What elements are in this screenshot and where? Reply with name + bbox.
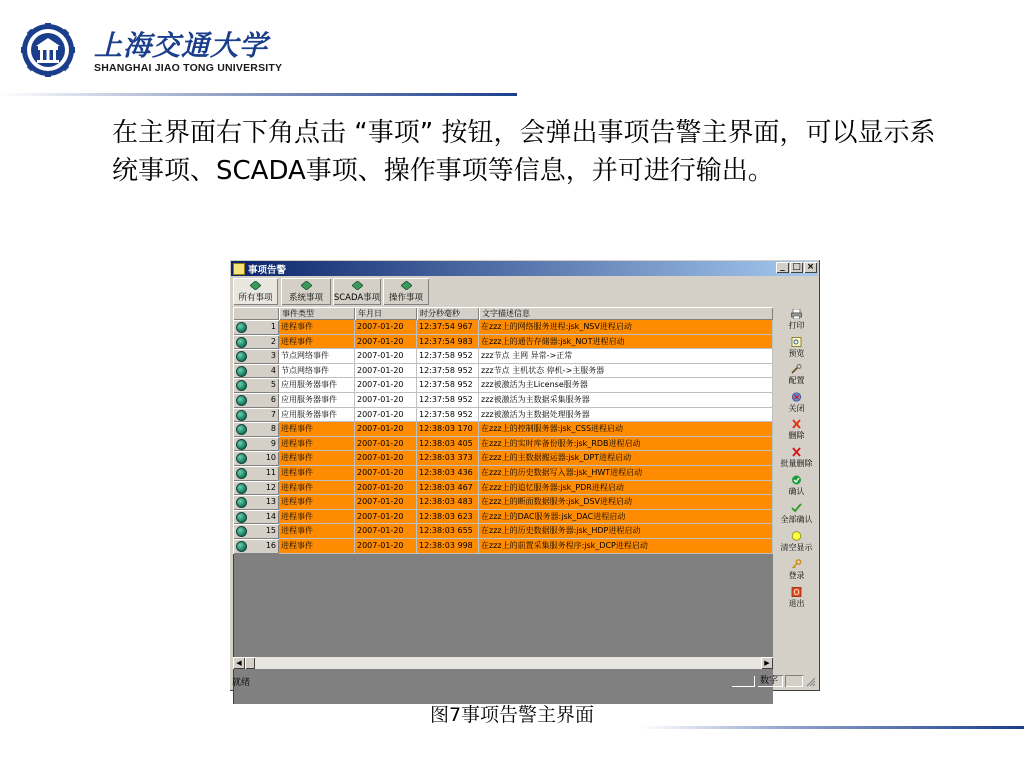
description-cell: zzz被激活为主数据处理服务器 [479, 408, 773, 423]
window-titlebar[interactable] [231, 261, 818, 276]
date-cell: 2007-01-20 [355, 539, 417, 554]
tab-all-events[interactable] [233, 278, 278, 305]
description-cell: zzz被激活为主数据采集服务器 [479, 393, 773, 408]
event-type-cell: 应用服务器事件 [279, 408, 355, 423]
column-header-time[interactable]: 时分秒毫秒 [417, 307, 479, 320]
row-number: 15 [265, 526, 276, 536]
confirm-all-icon [791, 503, 802, 513]
tab-scada-events[interactable] [333, 278, 381, 305]
date-cell: 2007-01-20 [355, 481, 417, 496]
description-cell: zzz节点 主机状态 停机->主服务器 [479, 364, 773, 379]
delete-button[interactable] [775, 419, 818, 441]
date-cell: 2007-01-20 [355, 364, 417, 379]
exit-icon [791, 587, 802, 597]
date-cell: 2007-01-20 [355, 495, 417, 510]
table-row[interactable] [233, 539, 773, 554]
row-number: 9 [270, 438, 276, 448]
table-row[interactable] [233, 335, 773, 350]
time-cell: 12:38:03 998 [417, 539, 479, 554]
row-indicator [233, 349, 279, 364]
column-header-description[interactable]: 文字描述信息 [479, 307, 773, 320]
config-label: 配置 [788, 376, 805, 385]
row-number: 12 [265, 482, 276, 492]
tab-label: 所有事项 [238, 293, 273, 303]
table-row[interactable] [233, 422, 773, 437]
status-dot-icon [236, 424, 247, 435]
status-num-mode: 数字 [757, 675, 783, 687]
clear-display-icon [791, 531, 802, 541]
status-dot-icon [236, 380, 247, 391]
event-table[interactable] [233, 307, 773, 704]
date-cell: 2007-01-20 [355, 349, 417, 364]
description-cell: 在zzz上的追忆服务器:jsk_PDR进程启动 [479, 481, 773, 496]
close-label: 关闭 [788, 404, 805, 413]
time-cell: 12:37:54 983 [417, 335, 479, 350]
table-row[interactable] [233, 408, 773, 423]
config-icon [791, 364, 802, 374]
figure-caption: 图7事项告警主界面 [429, 704, 595, 726]
status-bar [231, 673, 818, 689]
tab-operation-events[interactable] [383, 278, 429, 305]
description-cell: zzz被激活为主License服务器 [479, 378, 773, 393]
status-text: 就绪 [232, 678, 251, 688]
date-cell: 2007-01-20 [355, 378, 417, 393]
table-row[interactable] [233, 320, 773, 335]
footer-divider [640, 726, 1024, 729]
exit-button[interactable] [775, 587, 818, 609]
status-dot-icon [236, 497, 247, 508]
row-number: 13 [265, 497, 276, 507]
preview-label: 预览 [788, 349, 805, 358]
status-dot-icon [236, 468, 247, 479]
row-indicator [233, 510, 279, 525]
date-cell: 2007-01-20 [355, 422, 417, 437]
status-dot-icon [236, 337, 247, 348]
time-cell: 12:37:58 952 [417, 393, 479, 408]
confirm-label: 确认 [788, 487, 805, 496]
row-indicator [233, 539, 279, 554]
status-dot-icon [236, 526, 247, 537]
date-cell: 2007-01-20 [355, 510, 417, 525]
date-cell: 2007-01-20 [355, 320, 417, 335]
time-cell: 12:37:58 952 [417, 408, 479, 423]
login-icon [791, 559, 802, 569]
status-dot-icon [236, 453, 247, 464]
print-button[interactable] [775, 309, 818, 331]
university-logo [20, 22, 283, 80]
date-cell: 2007-01-20 [355, 408, 417, 423]
row-indicator [233, 422, 279, 437]
window-title: 事项告警 [248, 265, 287, 276]
event-type-cell: 节点网络事件 [279, 364, 355, 379]
event-tabs [231, 278, 818, 306]
status-dot-icon [236, 439, 247, 450]
status-dot-icon [236, 483, 247, 494]
row-indicator [233, 335, 279, 350]
delete-icon [791, 419, 802, 429]
description-cell: 在zzz上的前置采集服务程序:jsk_DCP进程启动 [479, 539, 773, 554]
row-number: 16 [265, 541, 276, 550]
confirm-all-label: 全部确认 [780, 515, 813, 524]
diamond-icon [352, 281, 363, 290]
row-indicator [233, 481, 279, 496]
time-cell: 12:37:58 952 [417, 378, 479, 393]
diamond-icon [250, 281, 261, 290]
time-cell: 12:37:58 952 [417, 364, 479, 379]
status-dot-icon [236, 322, 247, 333]
event-type-cell: 进程事件 [279, 539, 355, 554]
date-cell: 2007-01-20 [355, 437, 417, 452]
table-row[interactable] [233, 349, 773, 364]
row-number: 11 [265, 468, 276, 477]
event-type-cell: 进程事件 [279, 481, 355, 496]
column-header-indicator[interactable] [233, 307, 279, 320]
window-app-icon [233, 263, 245, 275]
row-indicator [233, 437, 279, 452]
column-header-type[interactable]: 事件类型 [279, 307, 355, 320]
scroll-left-arrow-icon[interactable]: ◀ [233, 657, 245, 669]
time-cell: 12:38:03 373 [417, 451, 479, 466]
maximize-button[interactable]: □ [790, 262, 803, 273]
row-indicator [233, 524, 279, 539]
row-number: 8 [270, 424, 276, 434]
tab-label: 系统事项 [288, 293, 323, 303]
date-cell: 2007-01-20 [355, 466, 417, 481]
login-label: 登录 [788, 571, 805, 580]
confirm-all-button[interactable] [775, 503, 818, 525]
row-indicator [233, 393, 279, 408]
description-cell: 在zzz上的实时库备份服务:jsk_RDB进程启动 [479, 437, 773, 452]
event-type-cell: 进程事件 [279, 524, 355, 539]
row-indicator [233, 451, 279, 466]
description-cell: zzz节点 主网 异常->正常 [479, 349, 773, 364]
row-number: 1 [270, 322, 276, 331]
row-indicator [233, 495, 279, 510]
resize-grip-icon[interactable] [806, 677, 816, 687]
table-row[interactable] [233, 481, 773, 496]
row-number: 2 [270, 336, 276, 346]
row-number: 6 [270, 395, 276, 404]
description-cell: 在zzz上的历史数据服务器:jsk_HDP进程启动 [479, 524, 773, 539]
close-icon [791, 392, 802, 402]
exit-label: 退出 [788, 599, 805, 608]
header-divider [0, 93, 517, 96]
date-cell: 2007-01-20 [355, 524, 417, 539]
printer-icon [791, 309, 802, 319]
row-number: 4 [270, 365, 276, 375]
description-cell: 在zzz上的断面数据服务:jsk_DSV进程启动 [479, 495, 773, 510]
status-dot-icon [236, 541, 247, 552]
row-number: 10 [265, 453, 276, 463]
event-type-cell: 应用服务器事件 [279, 378, 355, 393]
table-row[interactable] [233, 451, 773, 466]
table-row[interactable] [233, 364, 773, 379]
event-type-cell: 进程事件 [279, 466, 355, 481]
row-number: 3 [270, 351, 276, 361]
date-cell: 2007-01-20 [355, 451, 417, 466]
table-row[interactable] [233, 495, 773, 510]
logo-english-name: SHANGHAI JIAO TONG UNIVERSITY [94, 62, 283, 74]
preview-icon [791, 337, 802, 347]
time-cell: 12:38:03 170 [417, 422, 479, 437]
description-cell: 在zzz上的控制服务器:jsk_CSS进程启动 [479, 422, 773, 437]
row-indicator [233, 466, 279, 481]
status-dot-icon [236, 512, 247, 523]
table-row[interactable] [233, 524, 773, 539]
print-label: 打印 [788, 321, 805, 330]
minimize-button[interactable]: _ [776, 262, 789, 273]
time-cell: 12:38:03 655 [417, 524, 479, 539]
table-row[interactable] [233, 437, 773, 452]
confirm-button[interactable] [775, 475, 818, 497]
confirm-icon [791, 475, 802, 485]
row-number: 7 [270, 409, 276, 419]
clear-display-label: 清空显示 [780, 543, 813, 552]
horizontal-scrollbar[interactable] [233, 657, 773, 669]
description-cell: 在zzz上的主数据搬运器:jsk_DPT进程启动 [479, 451, 773, 466]
table-row[interactable] [233, 466, 773, 481]
description-cell: 在zzz上的通告存储器:jsk_NOT进程启动 [479, 335, 773, 350]
date-cell: 2007-01-20 [355, 335, 417, 350]
close-window-button[interactable]: × [804, 262, 817, 273]
close-button[interactable] [775, 392, 818, 414]
status-dot-icon [236, 395, 247, 406]
table-header [233, 307, 773, 320]
row-number: 5 [270, 380, 276, 390]
status-dot-icon [236, 410, 247, 421]
table-row[interactable] [233, 510, 773, 525]
tab-label: 操作事项 [388, 293, 423, 303]
event-type-cell: 进程事件 [279, 422, 355, 437]
event-type-cell: 进程事件 [279, 495, 355, 510]
scroll-thumb[interactable] [245, 657, 255, 669]
time-cell: 12:38:03 436 [417, 466, 479, 481]
description-cell: 在zzz上的历史数据写入器:jsk_HWT进程启动 [479, 466, 773, 481]
university-seal-icon [20, 22, 76, 78]
diamond-icon [401, 281, 412, 290]
batch-delete-button[interactable] [775, 447, 818, 469]
clear-display-button[interactable] [775, 531, 818, 553]
date-cell: 2007-01-20 [355, 393, 417, 408]
batch-delete-label: 批量删除 [780, 459, 813, 468]
time-cell: 12:38:03 483 [417, 495, 479, 510]
column-header-date[interactable]: 年月日 [355, 307, 417, 320]
row-indicator [233, 364, 279, 379]
action-panel [775, 307, 818, 669]
status-dot-icon [236, 366, 247, 377]
status-panel-extra [785, 675, 803, 687]
instruction-paragraph: 在主界面右下角点击 “事项” 按钮，会弹出事项告警主界面，可以显示系统事项、SCADA事项、操作事项等信息，并可进行输出。 [112, 118, 936, 186]
diamond-icon [301, 281, 312, 290]
delete-label: 删除 [788, 431, 805, 440]
login-button[interactable] [775, 559, 818, 581]
tab-system-events[interactable] [281, 278, 331, 305]
event-type-cell: 进程事件 [279, 510, 355, 525]
logo-chinese-name: 上海交通大学 [94, 29, 269, 62]
preview-button[interactable] [775, 337, 818, 359]
time-cell: 12:37:54 967 [417, 320, 479, 335]
row-indicator [233, 408, 279, 423]
time-cell: 12:38:03 623 [417, 510, 479, 525]
row-number: 14 [265, 511, 276, 521]
event-type-cell: 进程事件 [279, 335, 355, 350]
event-type-cell: 进程事件 [279, 437, 355, 452]
batch-delete-icon [791, 447, 802, 457]
time-cell: 12:38:03 467 [417, 481, 479, 496]
time-cell: 12:37:58 952 [417, 349, 479, 364]
event-type-cell: 节点网络事件 [279, 349, 355, 364]
event-type-cell: 应用服务器事件 [279, 393, 355, 408]
scroll-right-arrow-icon[interactable]: ▶ [761, 657, 773, 669]
table-row[interactable] [233, 393, 773, 408]
time-cell: 12:38:03 405 [417, 437, 479, 452]
table-row[interactable] [233, 378, 773, 393]
event-type-cell: 进程事件 [279, 320, 355, 335]
status-panel-empty [731, 675, 755, 687]
event-alarm-window [229, 259, 820, 691]
status-dot-icon [236, 351, 247, 362]
config-button[interactable] [775, 364, 818, 386]
tab-label: SCADA事项 [333, 293, 381, 303]
description-cell: 在zzz上的网络服务进程:jsk_NSV进程启动 [479, 320, 773, 335]
description-cell: 在zzz上的DAC服务器:jsk_DAC进程启动 [479, 510, 773, 525]
event-type-cell: 进程事件 [279, 451, 355, 466]
row-indicator [233, 378, 279, 393]
row-indicator [233, 320, 279, 335]
